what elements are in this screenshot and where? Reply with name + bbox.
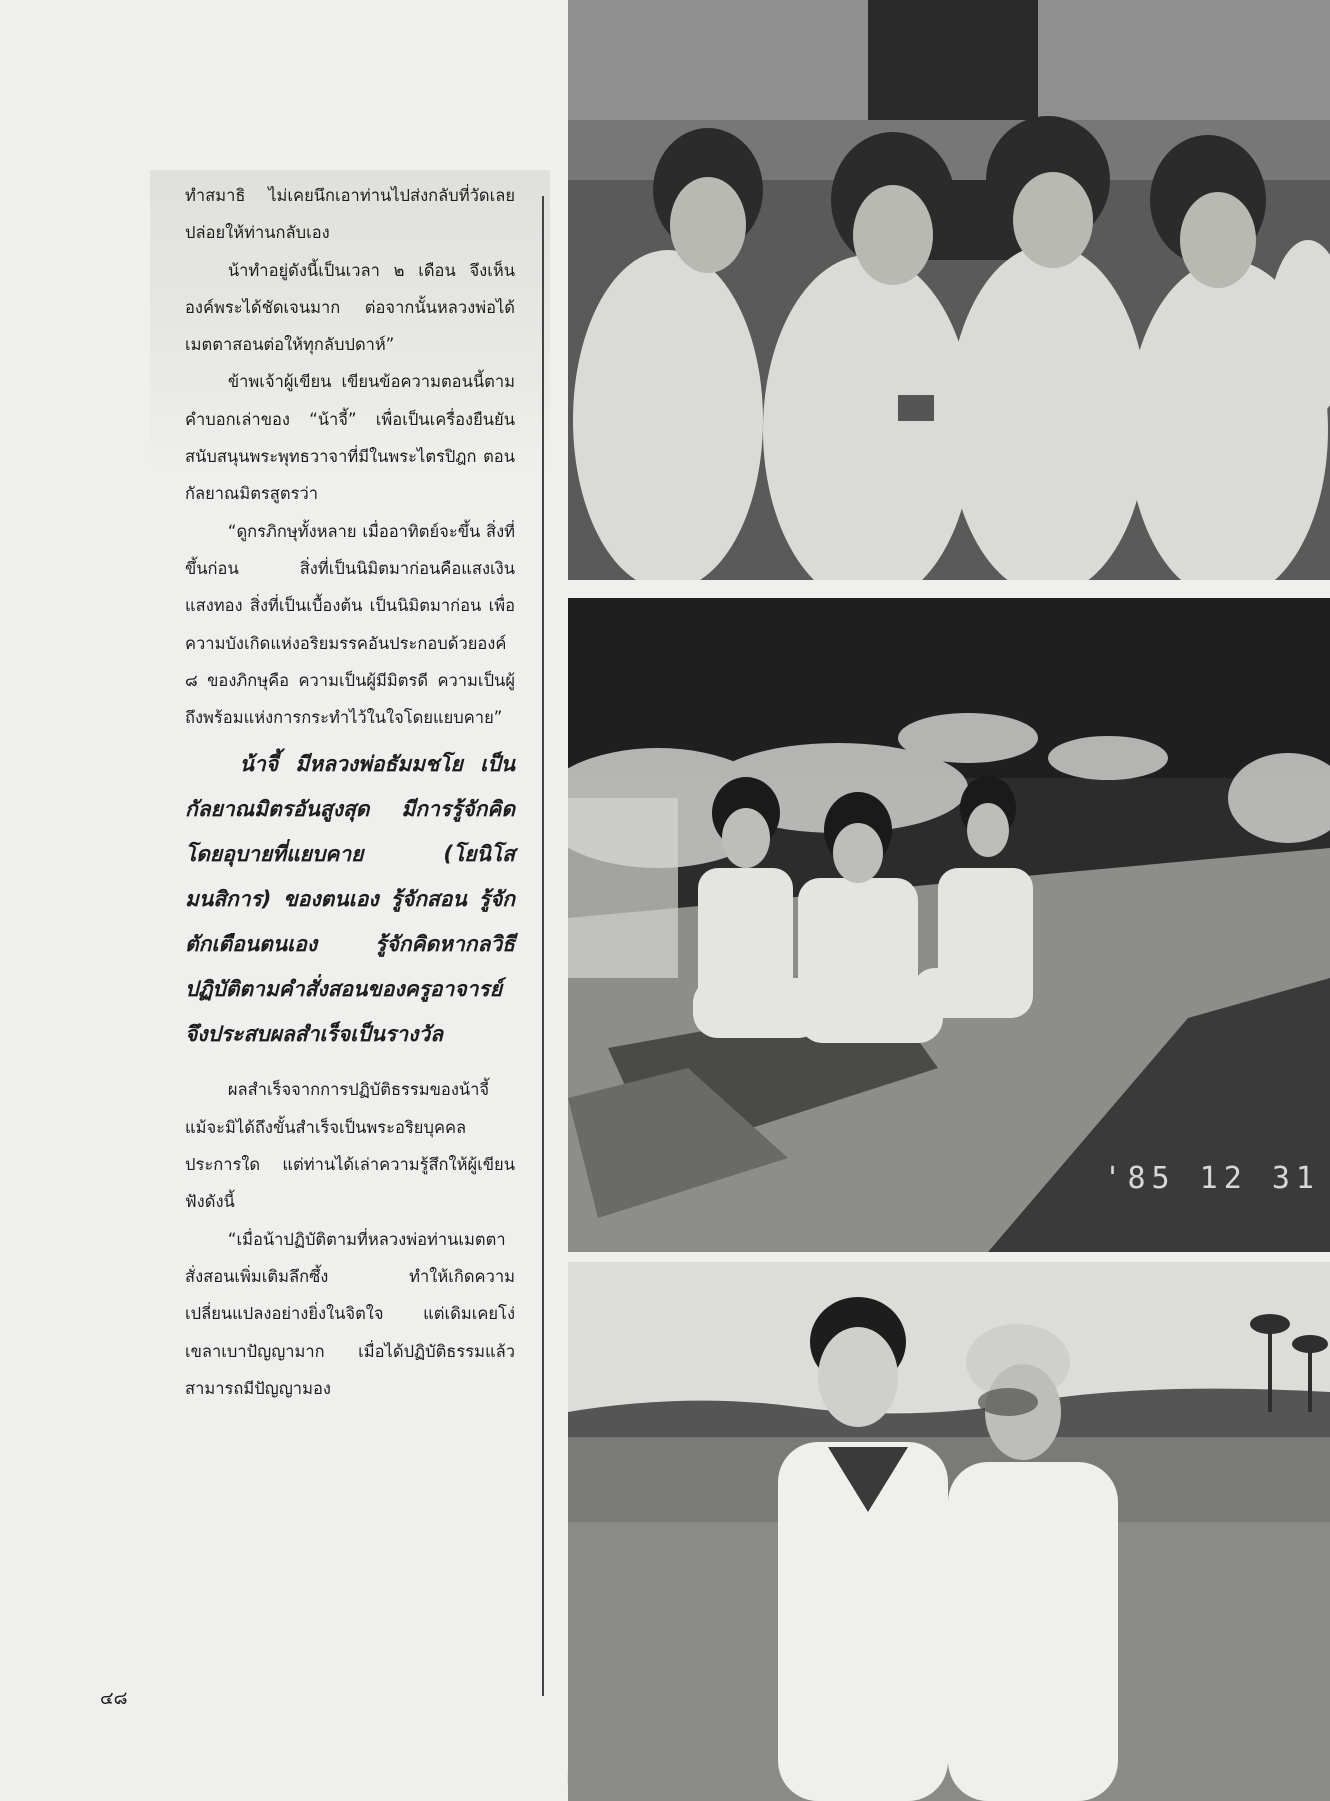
photo-two-women-outdoors (568, 1262, 1330, 1801)
watermark: Kalyanamitra.org (566, 1768, 730, 1790)
paragraph-1: ทำสมาธิ ไม่เคยนึกเอาท่านไปส่งกลับที่วัดเลย ปล่อยให้ท่านกลับเอง (185, 186, 515, 243)
photo-date-stamp: '85 12 31 (1103, 1161, 1320, 1196)
paragraph-5-emphasis: น้าจี้ มีหลวงพ่อธัมมชโย เป็นกัลยาณมิตรอันสูงสุด มีการรู้จักคิดโดยอุบายที่แยบคาย (โยนิโสมนสิการ) ของตนเอง รู้จักสอน รู้จักตักเตือนตนเอง รู้จักคิดหากลวิธีปฏิบัติตามคำสั่งสอนของครูอาจารย์ จึงประสบผลสำเร็จเป็นรางวัล (185, 752, 515, 1047)
column-divider (542, 196, 544, 1696)
article-text-column (185, 177, 515, 1407)
photo-three-women-seated (568, 598, 1330, 1252)
paragraph-2: น้าทำอยู่ดังนี้เป็นเวลา ๒ เดือน จึงเห็นองค์พระได้ชัดเจนมาก ต่อจากนั้นหลวงพ่อได้เมตตาสอนต่อให้ทุกลับปดาห์” (185, 260, 515, 355)
photo-four-women (568, 0, 1330, 580)
paragraph-3: ข้าพเจ้าผู้เขียน เขียนข้อความตอนนี้ตามคำบอกเล่าของ “น้าจี้” เพื่อเป็นเครื่องยืนยันสนับสนุนพระพุทธวาจาที่มีในพระไตรปิฎก ตอนกัลยาณมิตรสูตรว่า (185, 372, 515, 504)
page-number: ๔๘ (100, 1688, 128, 1709)
paragraph-6: ผลสำเร็จจากการปฏิบัติธรรมของน้าจี้ แม้จะมิได้ถึงขั้นสำเร็จเป็นพระอริยบุคคลประการใด แต่ท่านได้เล่าความรู้สึกให้ผู้เขียนฟังดังนี้ (185, 1080, 515, 1212)
paragraph-4-quote: “ดูกรภิกษุทั้งหลาย เมื่ออาทิตย์จะขึ้น สิ่งที่ขึ้นก่อน สิ่งที่เป็นนิมิตมาก่อนคือแสงเงินแสงทอง สิ่งที่เป็นเบื้องต้น เป็นนิมิตมาก่อน เพื่อความบังเกิดแห่งอริยมรรคอันประกอบด้วยองค์ ๘ ของภิกษุคือ ความเป็นผู้มีมิตรดี ความเป็นผู้ถึงพร้อมแห่งการกระทำไว้ในใจโดยแยบคาย” (185, 521, 515, 728)
paragraph-7-quote: “เมื่อน้าปฏิบัติตามที่หลวงพ่อท่านเมตตาสั่งสอนเพิ่มเติมลึกซึ้ง ทำให้เกิดความเปลี่ยนแปลงอย่างยิ่งในจิตใจ แต่เดิมเคยโง่เขลาเบาปัญญามาก เมื่อได้ปฏิบัติธรรมแล้วสามารถมีปัญญามอง (185, 1229, 515, 1398)
